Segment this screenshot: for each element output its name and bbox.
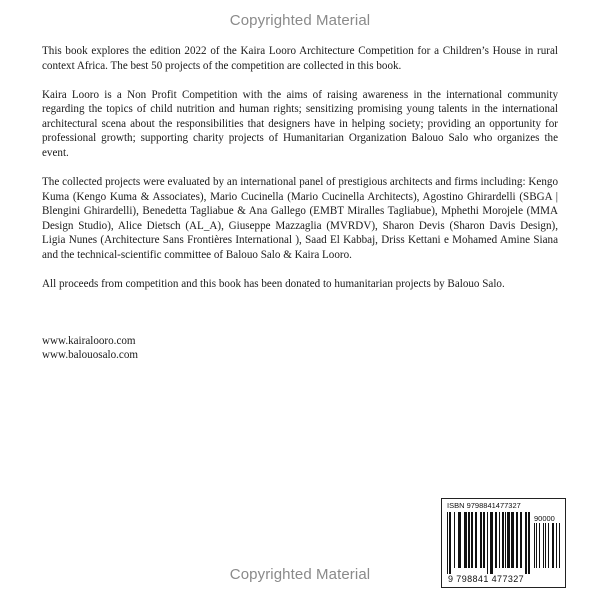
watermark-bottom: Copyrighted Material	[229, 566, 371, 583]
barcode-bar	[454, 512, 455, 568]
barcode-bar	[464, 512, 467, 568]
barcode-bar	[528, 512, 530, 574]
barcode-bar	[516, 512, 518, 568]
paragraph-proceeds: All proceeds from competition and this book has been donated to humanitarian projects by Balouo Salo.	[42, 277, 505, 290]
paragraph-intro: This book explores the edition 2022 of the Kaira Looro Architecture Competition for a Children’s House in rural context Africa. The best 50 projects of the competition are collected in this book.	[42, 45, 558, 72]
barcode-digits: 9 798841 477327	[448, 574, 525, 584]
barcode-bar	[449, 512, 451, 574]
barcode-bar	[499, 512, 500, 568]
barcode-bar	[475, 512, 477, 568]
barcode-bar	[487, 512, 488, 574]
barcode-bar	[468, 512, 470, 568]
isbn-label: ISBN 9798841477327	[447, 501, 521, 510]
barcode-bar	[525, 512, 527, 574]
watermark-top: Copyrighted Material	[229, 12, 371, 29]
link-balouosalo[interactable]: www.balouosalo.com	[42, 349, 139, 362]
barcode-bar	[548, 523, 549, 568]
barcode-bar	[543, 523, 544, 568]
barcode-bar	[539, 523, 540, 568]
barcode-bar	[559, 523, 560, 568]
back-cover-text	[42, 44, 558, 306]
barcode-bar	[458, 512, 461, 568]
barcode-bar	[490, 512, 493, 574]
barcode-bar	[545, 523, 546, 568]
barcode-bar	[505, 512, 506, 568]
barcode-bar	[534, 523, 535, 568]
barcode-bar	[447, 512, 448, 574]
website-links	[42, 334, 138, 362]
ean-barcode	[446, 512, 532, 574]
price-code: 90000	[534, 514, 555, 523]
barcode-bar	[480, 512, 482, 568]
barcode-bar	[495, 512, 497, 568]
barcode-bar	[502, 512, 504, 568]
barcode-bar	[552, 523, 554, 568]
barcode-bar	[471, 512, 473, 568]
barcode-bar	[483, 512, 485, 568]
barcode-bar	[511, 512, 514, 568]
paragraph-about: Kaira Looro is a Non Profit Competition with the aims of raising awareness in the international community regarding the topics of child nutrition and human rights; sensitizing promising young talents in the international architectural scena about the responsibilities that designers have in helping society; providing an opportunity for professional growth; supporting charity projects of Humanitarian Organization Balouo Salo who organizes the event.	[42, 88, 558, 159]
link-kairalooro[interactable]: www.kairalooro.com	[42, 335, 136, 347]
barcode-bar	[520, 512, 522, 568]
barcode-bar	[536, 523, 537, 568]
barcode-bar	[507, 512, 510, 568]
paragraph-jury: The collected projects were evaluated by an international panel of prestigious architects and firms including: Kengo Kuma (Kengo Kuma & Associates), Mario Cucinella (Mario Cucinella Architects), Agostino Ghirardelli (SBGA | Blengini Ghirardelli), Benedetta Tagliabue & Ana Gallego (EMBT Miralles Tagliabue), Mphethi Morojele (MMA Design Studio), Alice Dietsch (AL_A), Giuseppe Mazzaglia (MVRDV), Sharon Devis (Sharon Davis Design), Ligia Nunes (Architecture Sans Frontières International ), Saad El Kabbaj, Driss Kettani e Mohamed Amine Siana and the technical-scientific committee of Balouo Salo & Kaira Looro.	[42, 175, 558, 261]
barcode-bar	[556, 523, 557, 568]
